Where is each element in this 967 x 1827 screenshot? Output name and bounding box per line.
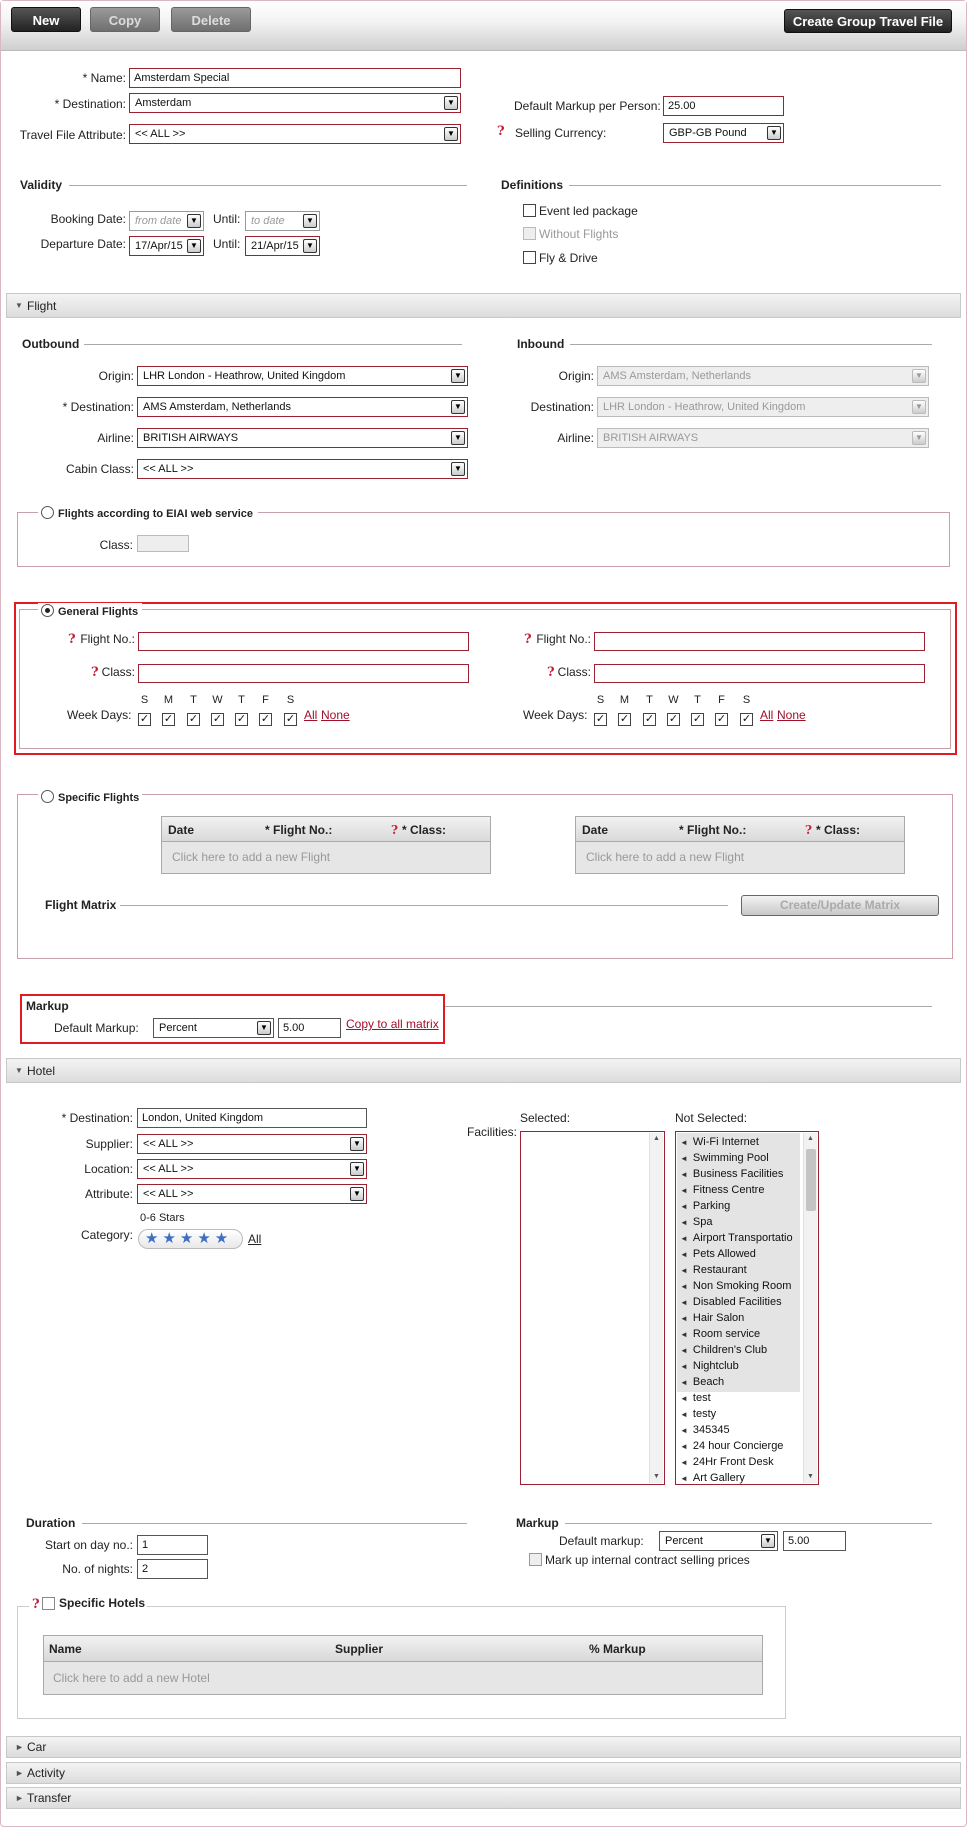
weekday-letter: S [140, 694, 149, 706]
transfer-section-label: Transfer [27, 1791, 72, 1805]
start-day-label: Start on day no.: [44, 1538, 133, 1552]
location-select[interactable] [137, 1159, 367, 1179]
out-airline-value: BRITISH AIRWAYS [143, 432, 239, 444]
arrow-left-icon: ◄ [680, 1362, 688, 1371]
validity-title: Validity [20, 178, 63, 192]
list-item[interactable] [680, 1262, 747, 1278]
arrow-left-icon: ◄ [680, 1266, 688, 1275]
flight-markup-title: Markup [26, 999, 69, 1013]
create-group-travel-file-button[interactable]: Create Group Travel File [784, 9, 952, 33]
chevron-down-icon: ▼ [451, 462, 465, 476]
without-flights-checkbox[interactable] [523, 227, 536, 240]
copy-button[interactable]: Copy [90, 7, 160, 32]
general-flights-radio[interactable] [41, 604, 54, 617]
departure-from-select[interactable] [129, 236, 204, 256]
table-header [576, 817, 904, 842]
hotel-default-markup-label: Default markup: [559, 1534, 644, 1548]
currency-value: GBP-GB Pound [669, 127, 747, 139]
facility-label: Room service [692, 1328, 761, 1340]
list-item[interactable] [680, 1470, 745, 1485]
mark-up-internal-label: Mark up internal contract selling prices [545, 1553, 750, 1567]
chevron-down-icon: ▼ [451, 431, 465, 445]
out-destination-value: AMS Amsterdam, Netherlands [143, 401, 291, 413]
chevron-down-icon: ▼ [303, 214, 317, 228]
facility-label: Airport Transportatio [692, 1232, 793, 1244]
eiai-class-input[interactable] [137, 535, 189, 552]
fly-drive-checkbox[interactable] [523, 251, 536, 264]
divider [565, 1523, 932, 1524]
facility-label: Nightclub [692, 1360, 739, 1372]
car-section-header[interactable] [6, 1736, 961, 1758]
chevron-down-icon: ▼ [350, 1162, 364, 1176]
cabin-class-value: << ALL >> [143, 463, 194, 475]
help-icon[interactable]: ? [32, 1597, 40, 1612]
add-flight-text: Click here to add a new Flight [172, 850, 331, 864]
copy-to-all-matrix-link[interactable]: Copy to all matrix [346, 1017, 439, 1031]
flight-markup-type-value: Percent [159, 1022, 197, 1034]
chevron-down-icon: ▼ [350, 1187, 364, 1201]
help-icon[interactable]: ? [91, 665, 99, 680]
facility-label: Wi-Fi Internet [692, 1136, 759, 1148]
out-origin-label: Origin: [98, 369, 134, 383]
arrow-left-icon: ◄ [680, 1170, 688, 1179]
weekday-checkbox[interactable]: ✓ [692, 713, 703, 725]
nights-label: No. of nights: [62, 1562, 133, 1576]
out-specific-flights-table [161, 816, 491, 874]
specific-flights-title: Specific Flights [58, 792, 140, 804]
list-item[interactable] [680, 1326, 760, 1342]
out-flight-no-input[interactable] [138, 632, 469, 651]
currency-label: Selling Currency: [515, 126, 607, 140]
help-icon[interactable]: ? [497, 124, 505, 139]
arrow-left-icon: ◄ [680, 1234, 688, 1243]
event-led-checkbox[interactable] [523, 204, 536, 217]
scroll-down-icon[interactable]: ▼ [653, 1473, 660, 1480]
toolbar [1, 1, 966, 51]
arrow-left-icon: ◄ [680, 1154, 688, 1163]
weekday-letter: T [190, 694, 197, 706]
weekday-letter: W [212, 694, 223, 706]
weekdays-label: Week Days: [67, 708, 132, 722]
in-origin-select[interactable] [597, 366, 929, 386]
activity-section-label: Activity [27, 1766, 66, 1780]
chevron-down-icon: ▼ [912, 400, 926, 414]
attribute-value: << ALL >> [143, 1188, 194, 1200]
in-origin-value: AMS Amsterdam, Netherlands [603, 370, 751, 382]
arrow-left-icon: ◄ [680, 1330, 688, 1339]
arrow-left-icon: ◄ [680, 1298, 688, 1307]
weekday-letter: T [646, 694, 653, 706]
list-item[interactable] [680, 1438, 783, 1454]
list-item[interactable] [680, 1166, 783, 1182]
duration-title: Duration [26, 1516, 76, 1530]
departure-until-label: Until: [213, 237, 241, 251]
start-day-input[interactable]: 1 [137, 1535, 208, 1555]
default-markup-label: Default Markup: [54, 1021, 139, 1035]
weekday-checkbox[interactable]: ✓ [716, 713, 727, 725]
fly-drive-label: Fly & Drive [539, 251, 598, 265]
triangle-down-icon: ▼ [15, 301, 23, 310]
hotel-markup-value-input[interactable]: 5.00 [783, 1531, 846, 1551]
add-flight-text: Click here to add a new Flight [586, 850, 745, 864]
help-icon[interactable]: ? [805, 823, 813, 837]
chevron-down-icon: ▼ [451, 400, 465, 414]
col-markup: % Markup [589, 1642, 646, 1656]
destination-select[interactable] [129, 93, 461, 113]
weekday-checkbox[interactable]: ✓ [188, 713, 199, 725]
facility-label: testy [692, 1408, 717, 1420]
divider [570, 344, 932, 345]
weekday-letter: S [742, 694, 751, 706]
scrollbar[interactable] [649, 1133, 663, 1483]
list-item[interactable] [680, 1422, 730, 1438]
hotel-section-label: Hotel [27, 1064, 56, 1078]
arrow-left-icon: ◄ [680, 1378, 688, 1387]
booking-from-value: from date [135, 215, 182, 227]
scrollbar[interactable] [803, 1133, 817, 1483]
selected-facilities-list[interactable] [520, 1131, 665, 1485]
list-item[interactable] [680, 1342, 767, 1358]
chevron-down-icon: ▼ [187, 239, 201, 253]
col-name: Name [49, 1642, 82, 1656]
arrow-left-icon: ◄ [680, 1442, 688, 1451]
arrow-left-icon: ◄ [680, 1138, 688, 1147]
arrow-left-icon: ◄ [680, 1250, 688, 1259]
weekday-letter: T [694, 694, 701, 706]
chevron-down-icon: ▼ [303, 239, 317, 253]
weekday-checkbox[interactable]: ✓ [139, 713, 150, 725]
in-destination-label: Destination: [530, 400, 594, 414]
booking-until-label: Until: [213, 212, 241, 226]
list-item[interactable] [680, 1406, 716, 1422]
location-value: << ALL >> [143, 1163, 194, 1175]
tfa-select[interactable] [129, 124, 461, 144]
triangle-down-icon: ▼ [15, 1066, 23, 1075]
weekday-letter: F [718, 694, 725, 706]
tfa-value: << ALL >> [135, 128, 186, 140]
booking-to-value: to date [251, 215, 285, 227]
facility-label: 345345 [692, 1424, 730, 1436]
flight-no-label: Flight No.: [80, 632, 135, 646]
in-flight-no-input[interactable] [594, 632, 925, 651]
facility-label: Non Smoking Room [692, 1280, 792, 1292]
flight-markup-value-input[interactable]: 5.00 [278, 1018, 341, 1038]
facility-label: Hair Salon [692, 1312, 745, 1324]
hotel-markup-title: Markup [516, 1516, 559, 1530]
facility-label: Disabled Facilities [692, 1296, 782, 1308]
general-flights-title: General Flights [58, 606, 139, 618]
weekday-letter: M [163, 694, 174, 706]
definitions-title: Definitions [501, 178, 563, 192]
add-flight-row[interactable] [576, 842, 904, 898]
divider [84, 344, 462, 345]
hotel-markup-type-value: Percent [665, 1535, 703, 1547]
chevron-down-icon: ▼ [444, 127, 458, 141]
mark-up-internal-checkbox[interactable] [529, 1553, 542, 1566]
in-airline-select[interactable] [597, 428, 929, 448]
chevron-down-icon: ▼ [444, 96, 458, 110]
in-origin-label: Origin: [558, 369, 594, 383]
eiai-class-label: Class: [99, 538, 133, 552]
in-class-input[interactable] [594, 664, 925, 683]
booking-from-select[interactable] [129, 211, 204, 231]
weekday-checkbox[interactable]: ✓ [236, 713, 247, 725]
col-date: Date [582, 823, 609, 837]
flight-section-label: Flight [27, 299, 57, 313]
col-flight-no: * Flight No.: [265, 823, 333, 837]
stars-all-link[interactable]: All [248, 1232, 262, 1246]
arrow-left-icon: ◄ [680, 1410, 688, 1419]
list-item[interactable] [680, 1230, 793, 1246]
col-date: Date [168, 823, 195, 837]
help-icon[interactable]: ? [68, 632, 76, 647]
arrow-left-icon: ◄ [680, 1394, 688, 1403]
out-class-input[interactable] [138, 664, 469, 683]
weekday-checkbox[interactable]: ✓ [260, 713, 271, 725]
arrow-left-icon: ◄ [680, 1458, 688, 1467]
selected-label: Selected: [520, 1111, 571, 1125]
chevron-down-icon: ▼ [912, 431, 926, 445]
cabin-class-label: Cabin Class: [65, 462, 134, 476]
stars-caption: 0-6 Stars [140, 1212, 185, 1224]
arrow-left-icon: ◄ [680, 1218, 688, 1227]
facility-label: 24Hr Front Desk [692, 1456, 774, 1468]
weekday-checkbox[interactable]: ✓ [619, 713, 630, 725]
list-item[interactable] [680, 1278, 791, 1294]
col-flight-no: * Flight No.: [679, 823, 747, 837]
facility-label: Beach [692, 1376, 725, 1388]
chevron-down-icon: ▼ [912, 369, 926, 383]
class-label: Class: [557, 665, 591, 679]
in-airline-value: BRITISH AIRWAYS [603, 432, 699, 444]
markup-pp-input[interactable]: 25.00 [663, 96, 784, 116]
hotel-markup-type-select[interactable] [659, 1531, 778, 1551]
out-airline-select[interactable] [137, 428, 468, 448]
triangle-right-icon: ► [15, 1742, 24, 1752]
weekday-checkbox[interactable]: ✓ [163, 713, 174, 725]
in-destination-select[interactable] [597, 397, 929, 417]
facilities-label: Facilities: [467, 1125, 518, 1139]
not-selected-label: Not Selected: [675, 1111, 748, 1125]
booking-to-select[interactable] [245, 211, 320, 231]
name-input[interactable]: Amsterdam Special [129, 68, 461, 88]
facility-label: Business Facilities [692, 1168, 784, 1180]
departure-to-value: 21/Apr/15 [251, 240, 299, 252]
facility-label: 24 hour Concierge [692, 1440, 784, 1452]
weekday-checkbox[interactable]: ✓ [595, 713, 606, 725]
table-header [162, 817, 490, 842]
class-label: Class: [101, 665, 135, 679]
list-item[interactable] [680, 1198, 730, 1214]
weekdays-all-link[interactable]: All [760, 708, 774, 722]
attribute-select[interactable] [137, 1184, 367, 1204]
add-hotel-text: Click here to add a new Hotel [53, 1671, 210, 1685]
flight-section-header[interactable] [6, 293, 961, 318]
help-icon[interactable]: ? [524, 632, 532, 647]
specific-hotels-title: Specific Hotels [59, 1596, 146, 1610]
flight-matrix-title: Flight Matrix [45, 898, 117, 912]
currency-select[interactable] [663, 123, 784, 143]
list-item[interactable] [680, 1150, 769, 1166]
specific-flights-radio[interactable] [41, 790, 54, 803]
arrow-left-icon: ◄ [680, 1202, 688, 1211]
list-item[interactable] [680, 1358, 739, 1374]
star-icon: ★★★★★ [145, 1230, 233, 1247]
star-rating[interactable] [138, 1229, 243, 1249]
chevron-down-icon: ▼ [350, 1137, 364, 1151]
facility-label: Pets Allowed [692, 1248, 756, 1260]
add-flight-row[interactable] [162, 842, 490, 898]
hotel-destination-label: * Destination: [61, 1111, 133, 1125]
chevron-down-icon: ▼ [767, 126, 781, 140]
out-destination-select[interactable] [137, 397, 468, 417]
supplier-select[interactable] [137, 1134, 367, 1154]
facility-label: Swimming Pool [692, 1152, 769, 1164]
divider [69, 185, 467, 186]
chevron-down-icon: ▼ [187, 214, 201, 228]
inbound-title: Inbound [517, 337, 565, 351]
list-item[interactable] [680, 1454, 774, 1470]
facility-label: Art Gallery [692, 1472, 745, 1484]
arrow-left-icon: ◄ [680, 1282, 688, 1291]
facility-label: Children's Club [692, 1344, 768, 1356]
add-hotel-row[interactable] [44, 1662, 762, 1720]
arrow-left-icon: ◄ [680, 1186, 688, 1195]
arrow-left-icon: ◄ [680, 1426, 688, 1435]
arrow-left-icon: ◄ [680, 1314, 688, 1323]
out-origin-value: LHR London - Heathrow, United Kingdom [143, 370, 346, 382]
scroll-up-icon[interactable]: ▲ [653, 1135, 660, 1142]
in-airline-label: Airline: [557, 431, 594, 445]
specific-hotels-table [43, 1635, 763, 1695]
col-supplier: Supplier [335, 1642, 384, 1656]
help-icon[interactable]: ? [391, 823, 399, 837]
facility-label: Fitness Centre [692, 1184, 765, 1196]
weekdays-all-link[interactable]: All [304, 708, 318, 722]
col-class: * Class: [402, 823, 447, 837]
list-item[interactable] [680, 1374, 724, 1390]
weekday-letter: W [668, 694, 679, 706]
without-flights-label: Without Flights [539, 227, 619, 241]
weekday-checkbox[interactable]: ✓ [668, 713, 679, 725]
facility-label: Parking [692, 1200, 731, 1212]
weekdays-label: Week Days: [523, 708, 588, 722]
help-icon[interactable]: ? [547, 665, 555, 680]
category-label: Category: [80, 1228, 133, 1242]
hotel-section-header[interactable] [6, 1058, 961, 1083]
in-specific-flights-table [575, 816, 905, 874]
triangle-right-icon: ► [15, 1768, 24, 1778]
list-item[interactable] [680, 1390, 711, 1406]
weekday-letter: T [238, 694, 245, 706]
specific-hotels-checkbox[interactable] [42, 1597, 55, 1610]
out-destination-label: * Destination: [62, 400, 134, 414]
attribute-label: Attribute: [84, 1187, 133, 1201]
departure-to-select[interactable] [245, 236, 320, 256]
create-update-matrix-button[interactable]: Create/Update Matrix [741, 895, 939, 916]
scroll-up-icon[interactable]: ▲ [807, 1135, 814, 1142]
destination-label: * Destination: [54, 97, 126, 111]
supplier-value: << ALL >> [143, 1138, 194, 1150]
booking-date-label: Booking Date: [50, 212, 126, 226]
list-item[interactable] [680, 1214, 713, 1230]
weekdays-none-link[interactable]: None [777, 708, 806, 722]
location-label: Location: [84, 1162, 133, 1176]
weekday-checkbox[interactable]: ✓ [741, 713, 752, 725]
eiai-title: Flights according to EIAI web service [58, 508, 253, 520]
weekdays-none-link[interactable]: None [321, 708, 350, 722]
outbound-title: Outbound [22, 337, 80, 351]
weekday-checkbox[interactable]: ✓ [285, 713, 296, 725]
divider [569, 185, 941, 186]
in-destination-value: LHR London - Heathrow, United Kingdom [603, 401, 806, 413]
tfa-label: Travel File Attribute: [19, 128, 126, 142]
col-class: * Class: [816, 823, 861, 837]
car-section-label: Car [27, 1740, 47, 1754]
out-airline-label: Airline: [97, 431, 134, 445]
event-led-label: Event led package [539, 204, 638, 218]
weekday-letter: F [262, 694, 269, 706]
arrow-left-icon: ◄ [680, 1474, 688, 1483]
facility-label: Spa [692, 1216, 713, 1228]
triangle-right-icon: ► [15, 1793, 24, 1803]
markup-pp-label: Default Markup per Person: [514, 99, 661, 113]
eiai-radio[interactable] [41, 506, 54, 519]
departure-from-value: 17/Apr/15 [135, 240, 183, 252]
chevron-down-icon: ▼ [451, 369, 465, 383]
facility-label: test [692, 1392, 711, 1404]
divider [120, 905, 728, 906]
list-item[interactable] [680, 1134, 759, 1150]
chevron-down-icon: ▼ [257, 1021, 271, 1035]
list-item[interactable] [680, 1246, 756, 1262]
arrow-left-icon: ◄ [680, 1346, 688, 1355]
not-selected-facilities-list[interactable] [675, 1131, 819, 1485]
hotel-destination-input[interactable]: London, United Kingdom [137, 1108, 367, 1128]
supplier-label: Supplier: [85, 1137, 133, 1151]
list-item[interactable] [680, 1182, 764, 1198]
name-label: * Name: [82, 71, 126, 85]
flight-no-label: Flight No.: [536, 632, 591, 646]
out-origin-select[interactable] [137, 366, 468, 386]
scroll-down-icon[interactable]: ▼ [807, 1473, 814, 1480]
transfer-section-header[interactable] [6, 1787, 961, 1809]
table-header [44, 1636, 762, 1662]
weekday-letter: M [619, 694, 630, 706]
list-item[interactable] [680, 1294, 782, 1310]
flight-markup-type-select[interactable] [153, 1018, 274, 1038]
nights-input[interactable]: 2 [137, 1559, 208, 1579]
weekday-checkbox[interactable]: ✓ [644, 713, 655, 725]
activity-section-header[interactable] [6, 1762, 961, 1784]
facility-label: Restaurant [692, 1264, 747, 1276]
weekday-letter: S [596, 694, 605, 706]
delete-button[interactable]: Delete [171, 7, 251, 32]
scroll-thumb[interactable] [806, 1149, 816, 1211]
new-button[interactable]: New [11, 7, 81, 32]
weekday-checkbox[interactable]: ✓ [212, 713, 223, 725]
list-item[interactable] [680, 1310, 744, 1326]
cabin-class-select[interactable] [137, 459, 468, 479]
departure-date-label: Departure Date: [40, 237, 126, 251]
chevron-down-icon: ▼ [761, 1534, 775, 1548]
divider [82, 1523, 467, 1524]
destination-value: Amsterdam [135, 97, 192, 109]
weekday-letter: S [286, 694, 295, 706]
divider [445, 1006, 932, 1007]
